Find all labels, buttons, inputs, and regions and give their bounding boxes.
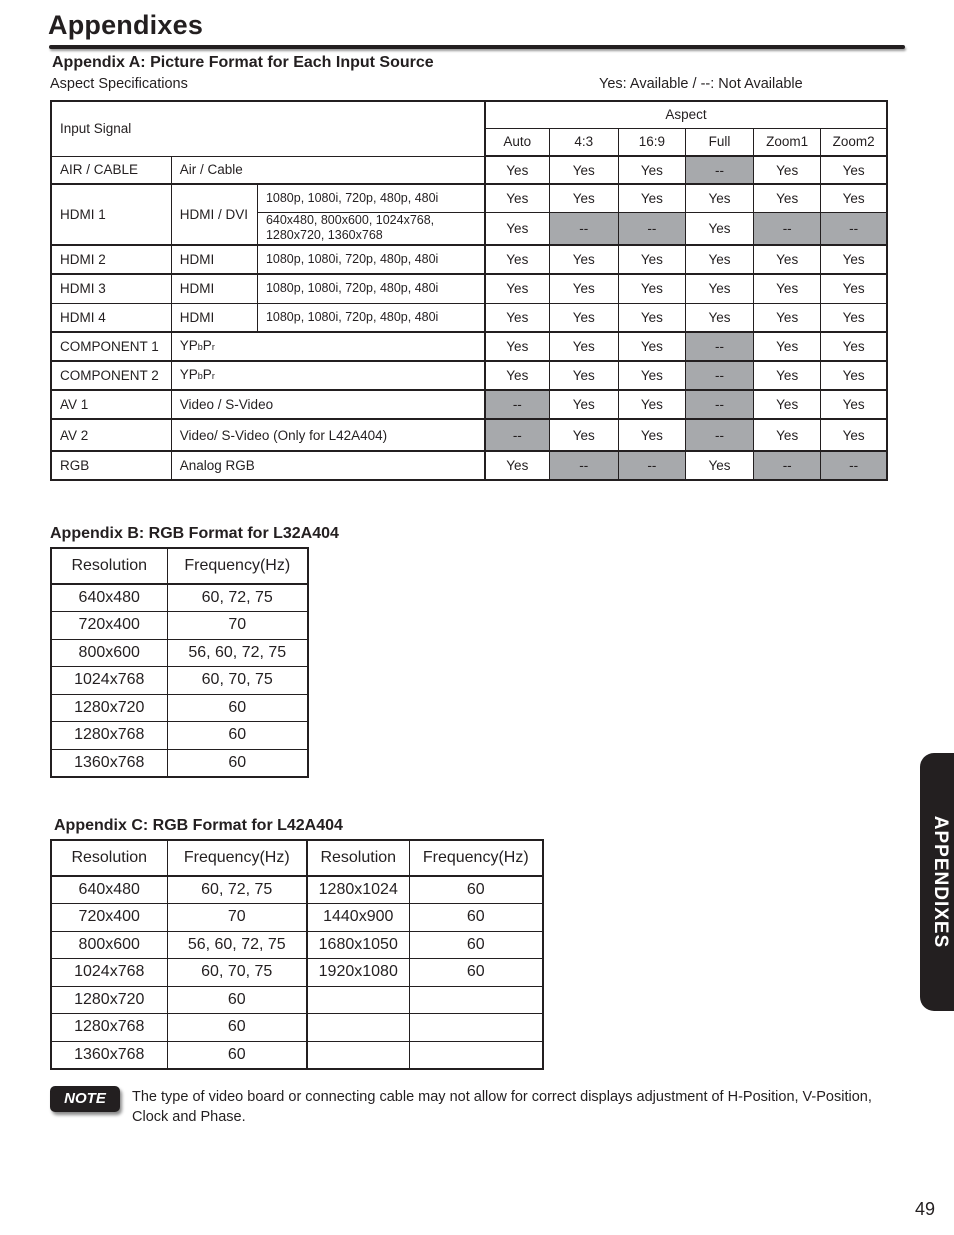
aspect-value: Yes [618, 332, 685, 361]
aspect-col-auto: Auto [485, 128, 549, 156]
aspect-col-16-9: 16:9 [618, 128, 685, 156]
empty-cell [409, 986, 543, 1014]
aspect-value: Yes [685, 184, 753, 212]
column-header: Frequency(Hz) [167, 548, 308, 584]
aspect-value: Yes [618, 361, 685, 390]
page-title: Appendixes [48, 10, 204, 40]
aspect-value: Yes [485, 184, 549, 212]
resolution-cell: 800x600 [51, 931, 167, 959]
format-cell: 1080p, 1080i, 720p, 480p, 480i [257, 303, 485, 332]
source-cell: AIR / CABLE [51, 156, 171, 184]
aspect-value: Yes [821, 419, 887, 451]
aspect-value: Yes [821, 332, 887, 361]
source-cell: COMPONENT 2 [51, 361, 171, 390]
aspect-value: Yes [549, 303, 618, 332]
aspect-value: Yes [685, 212, 753, 245]
empty-cell [409, 1014, 543, 1042]
aspect-value: Yes [685, 274, 753, 303]
aspect-value: Yes [618, 303, 685, 332]
aspect-value: -- [685, 361, 753, 390]
note-text: The type of video board or connecting cable may not allow for correct displays adjustment of H-Position, V-Position, Clock and Phase. [132, 1089, 872, 1125]
column-header: Resolution [51, 548, 167, 584]
table-row [51, 749, 308, 777]
aspect-header: Aspect [485, 101, 887, 128]
aspect-value: -- [549, 212, 618, 245]
format-line: 640x480, 800x600, 1024x768, [265, 213, 435, 228]
aspect-value: Yes [821, 361, 887, 390]
resolution-cell: 1440x900 [307, 904, 409, 932]
empty-cell [307, 1014, 409, 1042]
table-row [51, 1014, 543, 1042]
table-row [51, 904, 543, 932]
appendix-b-heading: Appendix B: RGB Format for L32A404 [50, 525, 339, 542]
signal-part: P [202, 367, 212, 382]
aspect-value: Yes [549, 184, 618, 212]
empty-cell [409, 1041, 543, 1069]
table-row [51, 959, 543, 987]
table-row [51, 156, 887, 184]
resolution-cell: 720x400 [51, 904, 167, 932]
signal-part: YP [179, 367, 198, 382]
format-cell: 1080p, 1080i, 720p, 480p, 480i [257, 245, 485, 274]
column-header: Frequency(Hz) [409, 840, 543, 876]
table-row [51, 274, 887, 303]
resolution-cell: 1360x768 [51, 1041, 167, 1069]
aspect-value: Yes [685, 245, 753, 274]
aspect-value: Yes [821, 156, 887, 184]
format-line: 1280x720, 1360x768 [265, 228, 383, 243]
aspect-value: Yes [754, 361, 821, 390]
page-number: 49 [914, 1199, 935, 1219]
frequency-cell: 70 [167, 904, 307, 932]
format-cell [257, 212, 485, 245]
aspect-value: Yes [549, 419, 618, 451]
aspect-value: Yes [485, 212, 549, 245]
signal-subscript: b [197, 342, 203, 352]
source-cell: RGB [51, 451, 171, 480]
aspect-value: Yes [754, 303, 821, 332]
source-cell: HDMI 3 [51, 274, 171, 303]
source-cell: COMPONENT 1 [51, 332, 171, 361]
table-row [51, 986, 543, 1014]
aspect-col-full: Full [685, 128, 753, 156]
table-row [51, 451, 887, 480]
aspect-value: Yes [821, 184, 887, 212]
aspect-value: Yes [754, 274, 821, 303]
table-row [51, 694, 308, 722]
frequency-cell: 60 [409, 931, 543, 959]
aspect-value: Yes [685, 303, 753, 332]
frequency-cell: 60, 72, 75 [167, 584, 308, 612]
table-row [51, 1041, 543, 1069]
aspect-value: Yes [549, 390, 618, 419]
table-row [51, 184, 887, 212]
resolution-cell: 1280x720 [51, 986, 167, 1014]
source-cell: AV 2 [51, 419, 171, 451]
table-row [51, 639, 308, 667]
aspect-value: Yes [618, 419, 685, 451]
aspect-value: Yes [685, 451, 753, 480]
frequency-cell: 60 [167, 722, 308, 750]
resolution-cell: 1280x768 [51, 722, 167, 750]
aspect-value: Yes [549, 361, 618, 390]
aspect-value: Yes [618, 274, 685, 303]
resolution-cell: 1360x768 [51, 749, 167, 777]
source-cell: AV 1 [51, 390, 171, 419]
aspect-value: -- [685, 390, 753, 419]
aspect-value: Yes [485, 332, 549, 361]
aspect-value: Yes [821, 245, 887, 274]
frequency-cell: 60 [409, 904, 543, 932]
aspect-value: Yes [821, 303, 887, 332]
aspect-value: Yes [754, 419, 821, 451]
aspect-value: -- [685, 156, 753, 184]
aspect-value: Yes [485, 303, 549, 332]
table-row [51, 419, 887, 451]
aspect-value: -- [754, 451, 821, 480]
empty-cell [307, 986, 409, 1014]
aspect-value: Yes [549, 245, 618, 274]
frequency-cell: 60 [167, 694, 308, 722]
resolution-cell: 1280x1024 [307, 876, 409, 904]
aspect-col-zoom1: Zoom1 [754, 128, 821, 156]
resolution-cell: 720x400 [51, 612, 167, 640]
table-row [51, 612, 308, 640]
appendix-c-table [50, 839, 544, 1070]
signal-part: YP [179, 338, 198, 353]
signal-cell [171, 332, 485, 361]
empty-cell [307, 1041, 409, 1069]
aspect-value: Yes [485, 274, 549, 303]
appendix-a-heading: Appendix A: Picture Format for Each Input Source [52, 54, 434, 71]
aspect-value: Yes [485, 361, 549, 390]
source-cell: HDMI 2 [51, 245, 171, 274]
aspect-col-zoom2: Zoom2 [821, 128, 887, 156]
section-side-tab [920, 753, 954, 1011]
aspect-value: -- [754, 212, 821, 245]
aspect-value: Yes [549, 156, 618, 184]
aspect-value: -- [821, 451, 887, 480]
resolution-cell: 1680x1050 [307, 931, 409, 959]
signal-cell [171, 361, 485, 390]
resolution-cell: 1920x1080 [307, 959, 409, 987]
frequency-cell: 60 [409, 876, 543, 904]
resolution-cell: 1024x768 [51, 959, 167, 987]
signal-subscript: r [211, 371, 215, 381]
table-row [51, 931, 543, 959]
aspect-value: Yes [485, 156, 549, 184]
table-row [51, 332, 887, 361]
table-row [51, 667, 308, 695]
aspect-col-4-3: 4:3 [549, 128, 618, 156]
resolution-cell: 1280x720 [51, 694, 167, 722]
frequency-cell: 56, 60, 72, 75 [167, 931, 307, 959]
table-row [51, 390, 887, 419]
aspect-value: Yes [754, 156, 821, 184]
aspect-value: -- [685, 332, 753, 361]
source-cell: HDMI 4 [51, 303, 171, 332]
frequency-cell: 60 [167, 1041, 307, 1069]
frequency-cell: 60 [167, 1014, 307, 1042]
aspect-value: Yes [485, 245, 549, 274]
appendix-c-heading: Appendix C: RGB Format for L42A404 [54, 817, 343, 834]
frequency-cell: 60 [167, 749, 308, 777]
aspect-value: -- [485, 390, 549, 419]
signal-part: P [202, 338, 212, 353]
resolution-cell: 1280x768 [51, 1014, 167, 1042]
aspect-value: Yes [618, 156, 685, 184]
frequency-cell: 70 [167, 612, 308, 640]
column-header: Resolution [51, 840, 167, 876]
format-cell: 1080p, 1080i, 720p, 480p, 480i [257, 274, 485, 303]
column-header: Resolution [307, 840, 409, 876]
aspect-value: Yes [549, 274, 618, 303]
signal-cell: Video / S-Video [171, 390, 485, 419]
appendix-a-table [50, 100, 888, 481]
signal-cell: HDMI [171, 274, 257, 303]
signal-cell: Air / Cable [171, 156, 485, 184]
column-header: Frequency(Hz) [167, 840, 307, 876]
resolution-cell: 800x600 [51, 639, 167, 667]
aspect-value: Yes [821, 274, 887, 303]
signal-cell: HDMI / DVI [171, 184, 257, 245]
aspect-value: Yes [821, 390, 887, 419]
signal-subscript: b [197, 371, 203, 381]
signal-cell: HDMI [171, 245, 257, 274]
aspect-value: Yes [549, 332, 618, 361]
frequency-cell: 56, 60, 72, 75 [167, 639, 308, 667]
input-signal-header: Input Signal [51, 101, 485, 156]
source-cell: HDMI 1 [51, 184, 171, 245]
signal-cell: Video/ S-Video (Only for L42A404) [171, 419, 485, 451]
resolution-cell: 640x480 [51, 876, 167, 904]
aspect-value: Yes [754, 390, 821, 419]
availability-legend: Yes: Available / --: Not Available [599, 76, 803, 92]
frequency-cell: 60 [167, 986, 307, 1014]
title-rule [49, 45, 905, 49]
format-cell: 1080p, 1080i, 720p, 480p, 480i [257, 184, 485, 212]
aspect-value: -- [685, 419, 753, 451]
aspect-value: -- [821, 212, 887, 245]
aspect-value: Yes [485, 451, 549, 480]
aspect-value: -- [618, 451, 685, 480]
aspect-value: Yes [618, 390, 685, 419]
table-row [51, 303, 887, 332]
aspect-value: Yes [754, 184, 821, 212]
signal-subscript: r [211, 342, 215, 352]
table-row [51, 722, 308, 750]
appendix-b-table [50, 547, 309, 778]
table-row [51, 876, 543, 904]
frequency-cell: 60, 70, 75 [167, 667, 308, 695]
table-row [51, 361, 887, 390]
aspect-value: -- [485, 419, 549, 451]
aspect-value: Yes [618, 184, 685, 212]
side-tab-label: APPENDIXES [930, 815, 951, 949]
signal-cell: HDMI [171, 303, 257, 332]
table-row [51, 584, 308, 612]
table-row [51, 245, 887, 274]
aspect-specifications-label: Aspect Specifications [50, 76, 188, 92]
signal-cell: Analog RGB [171, 451, 485, 480]
note-badge: NOTE [50, 1086, 120, 1112]
frequency-cell: 60, 70, 75 [167, 959, 307, 987]
aspect-value: -- [618, 212, 685, 245]
aspect-value: Yes [754, 332, 821, 361]
frequency-cell: 60, 72, 75 [167, 876, 307, 904]
resolution-cell: 1024x768 [51, 667, 167, 695]
aspect-value: Yes [754, 245, 821, 274]
frequency-cell: 60 [409, 959, 543, 987]
aspect-value: -- [549, 451, 618, 480]
resolution-cell: 640x480 [51, 584, 167, 612]
aspect-value: Yes [618, 245, 685, 274]
